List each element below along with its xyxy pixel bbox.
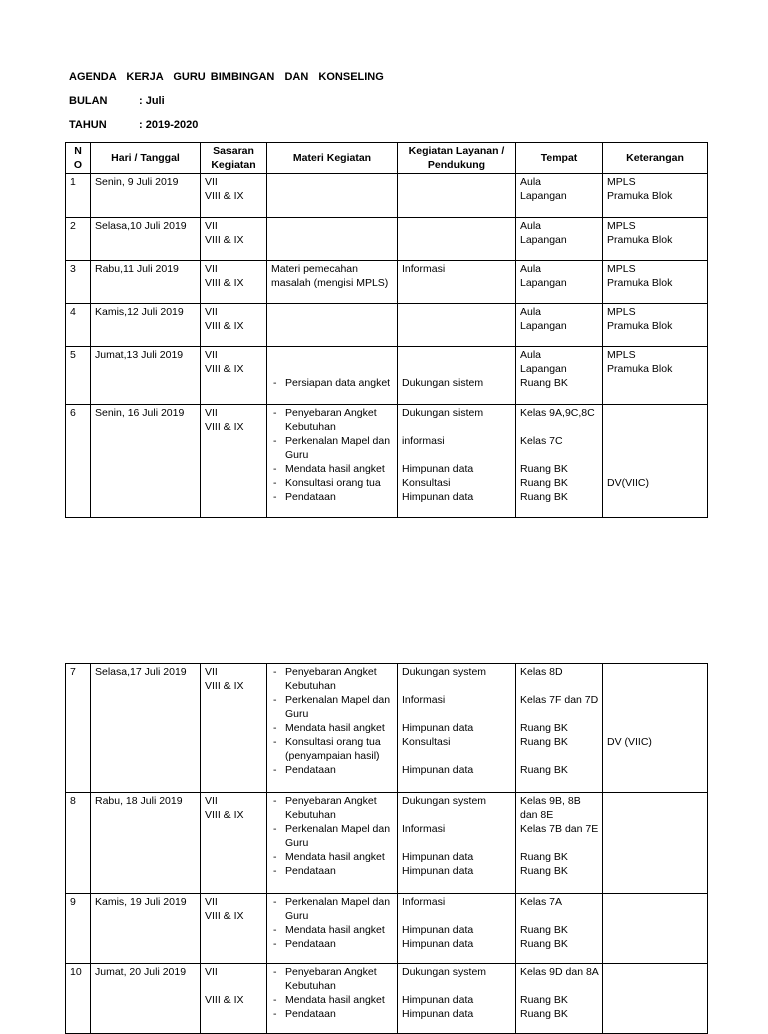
keterangan-lines	[607, 219, 703, 247]
tempat-line: Kelas 9D dan 8A	[520, 966, 599, 978]
cell-layanan	[398, 793, 516, 894]
cell-materi	[267, 405, 398, 518]
sasaran-line: VIII & IX	[205, 234, 244, 246]
layanan-line: Dukungan system	[402, 795, 487, 807]
tempat-line: Lapangan	[520, 190, 567, 202]
tempat-line: Ruang BK	[520, 938, 568, 950]
tempat-line: Ruang BK	[520, 1008, 568, 1020]
cell-tempat	[516, 218, 603, 261]
cell-keterangan	[603, 218, 708, 261]
sasaran-line: VII	[205, 306, 218, 318]
tempat-line: Lapangan	[520, 277, 567, 289]
keterangan-lines	[607, 305, 703, 333]
keterangan-lines	[607, 406, 703, 490]
cell-keterangan	[603, 964, 708, 1034]
agenda-table-part-2	[65, 663, 708, 1034]
layanan-lines	[402, 895, 511, 951]
spacer	[271, 362, 393, 376]
cell-tempat	[516, 664, 603, 793]
layanan-line	[402, 808, 511, 822]
tempat-line	[520, 836, 598, 850]
tempat-line: dan 8E	[520, 809, 554, 821]
keterangan-line: Pramuka Blok	[607, 363, 673, 375]
tempat-lines	[520, 895, 598, 951]
layanan-lines	[402, 665, 511, 777]
sasaran-line: VIII & IX	[205, 809, 244, 821]
sasaran-line: VIII & IX	[205, 910, 244, 922]
sasaran-lines	[205, 219, 262, 247]
cell-hari: Kamis, 19 Juli 2019	[91, 894, 201, 964]
cell-hari: Selasa,17 Juli 2019	[91, 664, 201, 793]
layanan-line: Dukungan system	[402, 966, 487, 978]
keterangan-line	[607, 721, 703, 735]
layanan-line	[402, 979, 511, 993]
keterangan-line	[607, 420, 703, 434]
materi-list	[271, 348, 393, 390]
cell-materi	[267, 174, 398, 218]
keterangan-line: MPLS	[607, 306, 636, 318]
cell-tempat	[516, 405, 603, 518]
cell-sasaran	[201, 894, 267, 964]
layanan-line: Himpunan data	[402, 764, 474, 776]
materi-item: - Mendata hasil angket	[271, 462, 393, 476]
materi-lines	[271, 262, 393, 290]
tempat-line: Ruang BK	[520, 994, 568, 1006]
layanan-line: Himpunan data	[402, 1008, 474, 1020]
tempat-lines	[520, 262, 598, 290]
materi-item: - Penyebaran Angket Kebutuhan	[271, 406, 393, 434]
cell-layanan	[398, 174, 516, 218]
cell-no: 3	[66, 261, 91, 304]
sasaran-lines	[205, 794, 262, 822]
tempat-line: Kelas 9A,9C,8C	[520, 407, 595, 419]
tempat-lines	[520, 305, 598, 333]
materi-item: - Pendataan	[271, 763, 393, 777]
keterangan-line: Pramuka Blok	[607, 320, 673, 332]
cell-no: 6	[66, 405, 91, 518]
layanan-line	[402, 362, 511, 376]
tempat-line: Ruang BK	[520, 764, 568, 776]
materi-item: - Penyebaran Angket Kebutuhan	[271, 794, 393, 822]
tempat-line: Ruang BK	[520, 924, 568, 936]
sasaran-line: VIII & IX	[205, 277, 244, 289]
table-row	[66, 664, 708, 793]
cell-sasaran	[201, 261, 267, 304]
keterangan-line	[607, 693, 703, 707]
cell-hari: Rabu,11 Juli 2019	[91, 261, 201, 304]
sasaran-lines	[205, 348, 262, 376]
tempat-line: Lapangan	[520, 234, 567, 246]
cell-sasaran	[201, 304, 267, 347]
cell-layanan	[398, 218, 516, 261]
materi-item: - Perkenalan Mapel dan Guru	[271, 895, 393, 923]
keterangan-lines	[607, 175, 703, 203]
tahun-value: : 2019-2020	[139, 119, 199, 131]
sasaran-line: VII	[205, 966, 218, 978]
layanan-line	[402, 348, 511, 362]
tempat-line: Aula	[520, 176, 542, 188]
table-row	[66, 218, 708, 261]
cell-sasaran	[201, 793, 267, 894]
cell-tempat	[516, 304, 603, 347]
cell-layanan	[398, 304, 516, 347]
sasaran-line: VII	[205, 220, 218, 232]
sasaran-lines	[205, 665, 262, 693]
cell-materi	[267, 304, 398, 347]
cell-layanan	[398, 405, 516, 518]
tempat-lines	[520, 406, 598, 504]
materi-list	[271, 665, 393, 777]
sasaran-line	[205, 979, 262, 993]
tempat-line: Ruang BK	[520, 736, 568, 748]
keterangan-lines	[607, 348, 703, 376]
tempat-line: Kelas 9B, 8B	[520, 795, 581, 807]
cell-layanan	[398, 261, 516, 304]
keterangan-line	[607, 406, 703, 420]
col-header-tempat: Tempat	[516, 143, 603, 174]
keterangan-line	[607, 707, 703, 721]
cell-tempat	[516, 793, 603, 894]
tempat-lines	[520, 348, 598, 390]
cell-no: 5	[66, 347, 91, 405]
cell-hari: Jumat,13 Juli 2019	[91, 347, 201, 405]
tempat-lines	[520, 794, 598, 878]
keterangan-line	[607, 434, 703, 448]
keterangan-lines	[607, 665, 703, 749]
cell-keterangan	[603, 664, 708, 793]
tempat-line: Kelas 7B dan 7E	[520, 823, 599, 835]
materi-item: - Persiapan data angket	[271, 376, 393, 390]
layanan-line	[402, 679, 511, 693]
bulan-line	[69, 94, 165, 108]
sasaran-lines	[205, 406, 262, 434]
keterangan-line: DV (VIIC)	[607, 736, 652, 748]
col-header-no: N O	[66, 143, 91, 174]
sasaran-line: VIII & IX	[205, 421, 244, 433]
sasaran-line: VII	[205, 407, 218, 419]
cell-sasaran	[201, 347, 267, 405]
cell-tempat	[516, 261, 603, 304]
layanan-line	[402, 836, 511, 850]
cell-tempat	[516, 894, 603, 964]
tempat-line	[520, 909, 598, 923]
sasaran-line: VII	[205, 263, 218, 275]
cell-layanan	[398, 894, 516, 964]
cell-sasaran	[201, 664, 267, 793]
layanan-line: Dukungan sistem	[402, 407, 484, 419]
tempat-line: Ruang BK	[520, 851, 568, 863]
cell-tempat	[516, 174, 603, 218]
layanan-lines	[402, 965, 511, 1021]
materi-item: - Pendataan	[271, 864, 393, 878]
agenda-table-part-1	[65, 142, 708, 518]
tempat-line	[520, 679, 598, 693]
cell-materi	[267, 347, 398, 405]
keterangan-line: MPLS	[607, 263, 636, 275]
keterangan-line: Pramuka Blok	[607, 190, 673, 202]
sasaran-lines	[205, 262, 262, 290]
tempat-line: Ruang BK	[520, 491, 568, 503]
table-row	[66, 793, 708, 894]
materi-list	[271, 965, 393, 1021]
cell-hari: Senin, 16 Juli 2019	[91, 405, 201, 518]
cell-no: 10	[66, 964, 91, 1034]
materi-item: - Penyebaran Angket Kebutuhan	[271, 965, 393, 993]
table-row	[66, 347, 708, 405]
materi-line: masalah (mengisi MPLS)	[271, 277, 389, 289]
tempat-line	[520, 749, 598, 763]
bulan-label: BULAN	[69, 95, 108, 107]
table-row	[66, 964, 708, 1034]
tempat-line: Lapangan	[520, 363, 567, 375]
keterangan-line	[607, 665, 703, 679]
tempat-line: Ruang BK	[520, 377, 568, 389]
table-row	[66, 304, 708, 347]
keterangan-lines	[607, 262, 703, 290]
layanan-line	[402, 749, 511, 763]
materi-item: - Konsultasi orang tua (penyampaian hasil)	[271, 735, 393, 763]
layanan-line: Himpunan data	[402, 463, 474, 475]
materi-item: - Perkenalan Mapel dan Guru	[271, 822, 393, 850]
cell-tempat	[516, 964, 603, 1034]
cell-hari: Senin, 9 Juli 2019	[91, 174, 201, 218]
layanan-line: Himpunan data	[402, 865, 474, 877]
layanan-lines	[402, 794, 511, 878]
tempat-lines	[520, 175, 598, 203]
sasaran-line: VII	[205, 349, 218, 361]
sasaran-line: VIII & IX	[205, 320, 244, 332]
materi-item: - Mendata hasil angket	[271, 993, 393, 1007]
col-header-keterangan: Keterangan	[603, 143, 708, 174]
cell-hari: Selasa,10 Juli 2019	[91, 218, 201, 261]
layanan-line: Himpunan data	[402, 924, 474, 936]
layanan-line: Konsultasi	[402, 477, 451, 489]
cell-keterangan	[603, 304, 708, 347]
sasaran-line: VII	[205, 176, 218, 188]
cell-hari: Jumat, 20 Juli 2019	[91, 964, 201, 1034]
materi-item: - Mendata hasil angket	[271, 923, 393, 937]
cell-keterangan	[603, 894, 708, 964]
col-header-materi: Materi Kegiatan	[267, 143, 398, 174]
sasaran-lines	[205, 895, 262, 923]
tempat-line: Aula	[520, 306, 542, 318]
table-row	[66, 894, 708, 964]
tempat-line: Kelas 8D	[520, 666, 563, 678]
table-row	[66, 261, 708, 304]
sasaran-line: VII	[205, 896, 218, 908]
layanan-line: Dukungan sistem	[402, 377, 484, 389]
cell-materi	[267, 664, 398, 793]
sasaran-line: VIII & IX	[205, 190, 244, 202]
cell-no: 8	[66, 793, 91, 894]
sasaran-lines	[205, 305, 262, 333]
keterangan-line: MPLS	[607, 349, 636, 361]
keterangan-line: MPLS	[607, 176, 636, 188]
table-body	[66, 664, 708, 1034]
tempat-lines	[520, 219, 598, 247]
layanan-lines	[402, 262, 511, 276]
layanan-line: Informasi	[402, 896, 446, 908]
sasaran-line: VII	[205, 795, 218, 807]
cell-materi	[267, 894, 398, 964]
sasaran-lines	[205, 965, 262, 1007]
materi-item: - Penyebaran Angket Kebutuhan	[271, 665, 393, 693]
layanan-line: Dukungan system	[402, 666, 487, 678]
materi-item: - Mendata hasil angket	[271, 850, 393, 864]
cell-keterangan	[603, 793, 708, 894]
keterangan-line	[607, 679, 703, 693]
tempat-line: Aula	[520, 263, 542, 275]
cell-no: 4	[66, 304, 91, 347]
sasaran-line: VIII & IX	[205, 363, 244, 375]
table-header-row	[66, 143, 708, 174]
tempat-line: Ruang BK	[520, 477, 568, 489]
cell-no: 9	[66, 894, 91, 964]
tempat-line: Kelas 7C	[520, 435, 563, 447]
cell-materi	[267, 964, 398, 1034]
cell-sasaran	[201, 174, 267, 218]
layanan-line: Himpunan data	[402, 491, 474, 503]
layanan-line	[402, 448, 511, 462]
materi-item: - Mendata hasil angket	[271, 721, 393, 735]
tempat-line: Kelas 7A	[520, 896, 563, 908]
layanan-line: Informasi	[402, 263, 446, 275]
materi-item: - Konsultasi orang tua	[271, 476, 393, 490]
materi-item: - Pendataan	[271, 937, 393, 951]
layanan-line: Informasi	[402, 694, 446, 706]
cell-no: 1	[66, 174, 91, 218]
tempat-line	[520, 979, 598, 993]
layanan-line: informasi	[402, 435, 445, 447]
cell-materi	[267, 793, 398, 894]
cell-layanan	[398, 347, 516, 405]
keterangan-line: MPLS	[607, 220, 636, 232]
keterangan-line	[607, 462, 703, 476]
cell-keterangan	[603, 174, 708, 218]
sasaran-line: VIII & IX	[205, 994, 244, 1006]
tempat-lines	[520, 665, 598, 777]
col-header-sasaran: Sasaran Kegiatan	[201, 143, 267, 174]
cell-keterangan	[603, 347, 708, 405]
materi-item: - Pendataan	[271, 490, 393, 504]
cell-hari: Kamis,12 Juli 2019	[91, 304, 201, 347]
cell-materi	[267, 261, 398, 304]
cell-layanan	[398, 664, 516, 793]
table-row	[66, 174, 708, 218]
tempat-line	[520, 707, 598, 721]
sasaran-lines	[205, 175, 262, 203]
cell-no: 2	[66, 218, 91, 261]
tempat-line: Ruang BK	[520, 722, 568, 734]
tempat-line: Aula	[520, 220, 542, 232]
cell-keterangan	[603, 405, 708, 518]
tempat-line	[520, 420, 598, 434]
materi-item: - Perkenalan Mapel dan Guru	[271, 693, 393, 721]
layanan-line: Informasi	[402, 823, 446, 835]
sasaran-line: VII	[205, 666, 218, 678]
layanan-line: Himpunan data	[402, 938, 474, 950]
keterangan-line	[607, 448, 703, 462]
materi-item: - Perkenalan Mapel dan Guru	[271, 434, 393, 462]
keterangan-line: Pramuka Blok	[607, 277, 673, 289]
tempat-line: Lapangan	[520, 320, 567, 332]
document-title: AGENDA KERJA GURU BIMBINGAN DAN KONSELING	[69, 71, 384, 83]
cell-sasaran	[201, 964, 267, 1034]
cell-sasaran	[201, 405, 267, 518]
tempat-line	[520, 448, 598, 462]
bulan-value: : Juli	[139, 95, 165, 107]
materi-list	[271, 895, 393, 951]
table-body	[66, 174, 708, 518]
tahun-label: TAHUN	[69, 119, 107, 131]
cell-hari: Rabu, 18 Juli 2019	[91, 793, 201, 894]
tempat-line: Ruang BK	[520, 463, 568, 475]
cell-sasaran	[201, 218, 267, 261]
layanan-lines	[402, 348, 511, 390]
keterangan-line: Pramuka Blok	[607, 234, 673, 246]
col-header-hari: Hari / Tanggal	[91, 143, 201, 174]
layanan-lines	[402, 406, 511, 504]
tempat-lines	[520, 965, 598, 1021]
materi-item: - Pendataan	[271, 1007, 393, 1021]
tempat-line: Aula	[520, 349, 542, 361]
materi-list	[271, 406, 393, 504]
cell-materi	[267, 218, 398, 261]
spacer	[271, 348, 393, 362]
col-header-layanan: Kegiatan Layanan / Pendukung	[398, 143, 516, 174]
sasaran-line: VIII & IX	[205, 680, 244, 692]
keterangan-line: DV(VIIC)	[607, 477, 649, 489]
tahun-line	[69, 118, 198, 132]
table-row	[66, 405, 708, 518]
layanan-line: Himpunan data	[402, 851, 474, 863]
layanan-line	[402, 420, 511, 434]
layanan-line: Himpunan data	[402, 722, 474, 734]
layanan-line	[402, 909, 511, 923]
cell-no: 7	[66, 664, 91, 793]
cell-layanan	[398, 964, 516, 1034]
materi-line: Materi pemecahan	[271, 263, 358, 275]
tempat-line: Ruang BK	[520, 865, 568, 877]
layanan-line	[402, 707, 511, 721]
layanan-line: Himpunan data	[402, 994, 474, 1006]
layanan-line: Konsultasi	[402, 736, 451, 748]
materi-list	[271, 794, 393, 878]
cell-keterangan	[603, 261, 708, 304]
tempat-line: Kelas 7F dan 7D	[520, 694, 599, 706]
cell-tempat	[516, 347, 603, 405]
